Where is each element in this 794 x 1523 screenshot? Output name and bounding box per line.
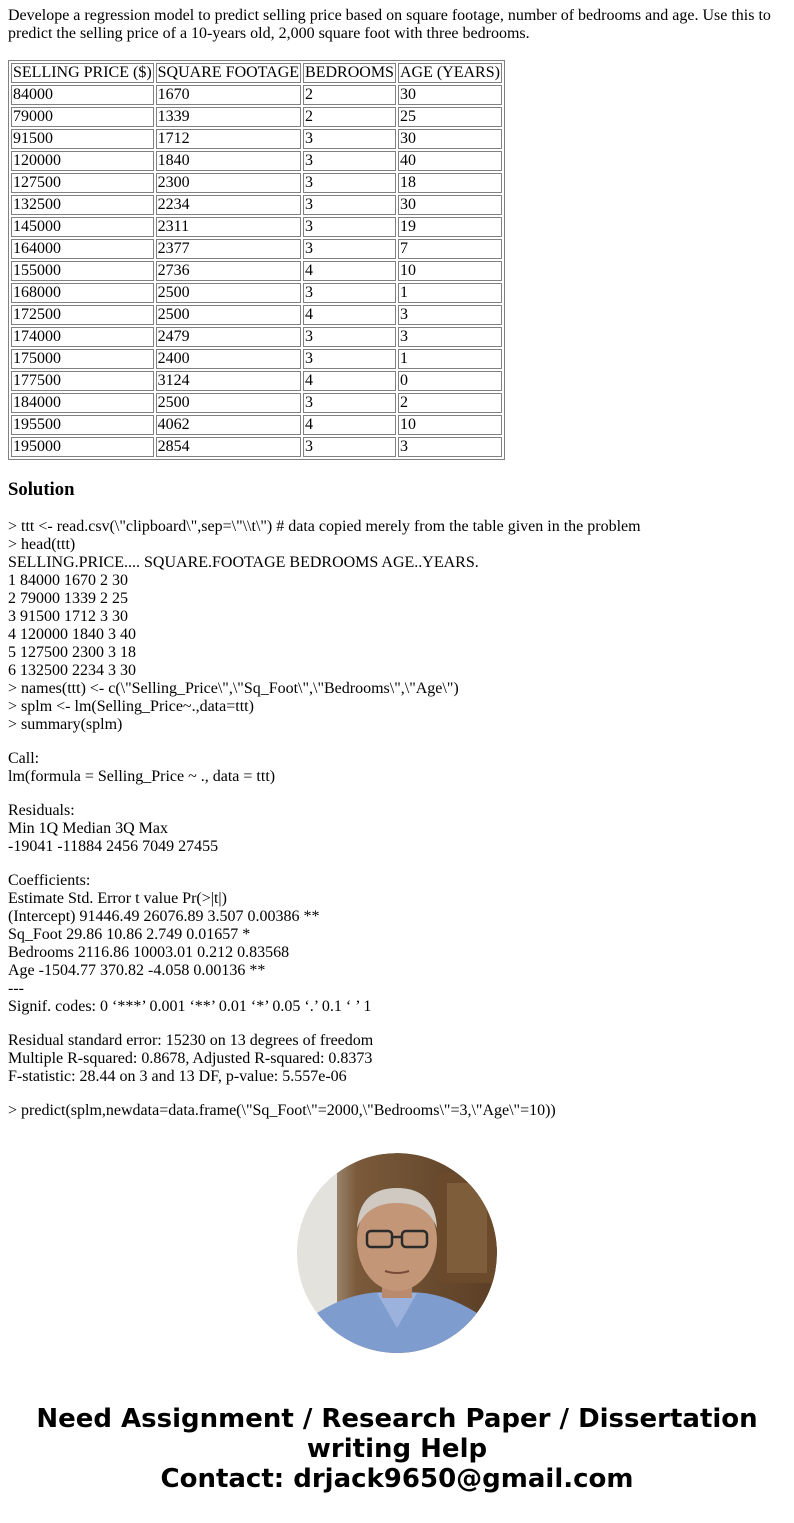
table-cell: 84000 bbox=[11, 85, 154, 105]
table-cell: 30 bbox=[398, 195, 502, 215]
console-line: F-statistic: 28.44 on 3 and 13 DF, p-value: 5.557e-06 bbox=[8, 1068, 347, 1085]
table-row bbox=[11, 283, 502, 303]
table-cell: 25 bbox=[398, 107, 502, 127]
table-row bbox=[11, 129, 502, 149]
table-cell: 3 bbox=[303, 151, 396, 171]
table-cell: 145000 bbox=[11, 217, 154, 237]
table-cell: 132500 bbox=[11, 195, 154, 215]
table-row bbox=[11, 349, 502, 369]
console-line: Residual standard error: 15230 on 13 degrees of freedom bbox=[8, 1032, 374, 1049]
table-cell: 2500 bbox=[156, 283, 301, 303]
console-line: lm(formula = Selling_Price ~ ., data = ttt) bbox=[8, 768, 276, 785]
console-line: Residuals: bbox=[8, 802, 75, 819]
table-cell: 3 bbox=[303, 437, 396, 457]
r-console-output bbox=[8, 518, 786, 1120]
table-cell: 4062 bbox=[156, 415, 301, 435]
table-cell: 2 bbox=[398, 393, 502, 413]
table-cell: 168000 bbox=[11, 283, 154, 303]
console-line: > predict(splm,newdata=data.frame(\"Sq_Foot\"=2000,\"Bedrooms\"=3,\"Age\"=10)) bbox=[8, 1102, 556, 1119]
table-cell: 3 bbox=[303, 239, 396, 259]
table-cell: 91500 bbox=[11, 129, 154, 149]
table-cell: 184000 bbox=[11, 393, 154, 413]
console-line: Signif. codes: 0 ‘***’ 0.001 ‘**’ 0.01 ‘*’ 0.05 ‘.’ 0.1 ‘ ’ 1 bbox=[8, 998, 372, 1015]
table-cell: 195500 bbox=[11, 415, 154, 435]
table-header-row bbox=[11, 63, 502, 83]
blank-line bbox=[8, 856, 786, 872]
table-cell: 2300 bbox=[156, 173, 301, 193]
table-cell: 30 bbox=[398, 129, 502, 149]
table-row bbox=[11, 393, 502, 413]
table-row bbox=[11, 371, 502, 391]
console-line: > summary(splm) bbox=[8, 716, 123, 733]
table-cell: 3 bbox=[398, 437, 502, 457]
table-cell: 127500 bbox=[11, 173, 154, 193]
console-line: 1 84000 1670 2 30 bbox=[8, 572, 128, 589]
promo-line-2: writing Help bbox=[306, 1434, 488, 1464]
table-cell: 4 bbox=[303, 261, 396, 281]
table-cell: 177500 bbox=[11, 371, 154, 391]
table-cell: 7 bbox=[398, 239, 502, 259]
console-line: Call: bbox=[8, 750, 40, 767]
table-row bbox=[11, 195, 502, 215]
table-row bbox=[11, 85, 502, 105]
console-line: (Intercept) 91446.49 26076.89 3.507 0.00386 ** bbox=[8, 908, 320, 925]
console-line: Age -1504.77 370.82 -4.058 0.00136 ** bbox=[8, 962, 266, 979]
promo-banner bbox=[0, 1404, 794, 1494]
header-square-footage: SQUARE FOOTAGE bbox=[157, 64, 300, 81]
table-row bbox=[11, 437, 502, 457]
console-line: > names(ttt) <- c(\"Selling_Price\",\"Sq_Foot\",\"Bedrooms\",\"Age\") bbox=[8, 680, 459, 697]
table-cell: 2 bbox=[303, 85, 396, 105]
table-cell: 120000 bbox=[11, 151, 154, 171]
console-line: -19041 -11884 2456 7049 27455 bbox=[8, 838, 219, 855]
table-cell: 2479 bbox=[156, 327, 301, 347]
console-line: 6 132500 2234 3 30 bbox=[8, 662, 136, 679]
table-cell: 10 bbox=[398, 261, 502, 281]
table-cell: 3 bbox=[303, 195, 396, 215]
table-cell: 195000 bbox=[11, 437, 154, 457]
table-cell: 3 bbox=[398, 305, 502, 325]
console-line: Estimate Std. Error t value Pr(>|t|) bbox=[8, 890, 227, 907]
table-row bbox=[11, 415, 502, 435]
console-line: 4 120000 1840 3 40 bbox=[8, 626, 136, 643]
table-cell: 2854 bbox=[156, 437, 301, 457]
table-cell: 3 bbox=[303, 217, 396, 237]
blank-line bbox=[8, 786, 786, 802]
console-line: > ttt <- read.csv(\"clipboard\",sep=\"\\t\") # data copied merely from the table given in the problem bbox=[8, 518, 641, 535]
table-cell: 3 bbox=[303, 283, 396, 303]
table-cell: 174000 bbox=[11, 327, 154, 347]
console-line: Multiple R-squared: 0.8678, Adjusted R-squared: 0.8373 bbox=[8, 1050, 373, 1067]
solution-heading: Solution bbox=[8, 479, 75, 500]
table-row bbox=[11, 173, 502, 193]
blank-line bbox=[8, 734, 786, 750]
table-cell: 1670 bbox=[156, 85, 301, 105]
table-row bbox=[11, 305, 502, 325]
blank-line bbox=[8, 1086, 786, 1102]
question-text: Develope a regression model to predict selling price based on square footage, number of bedrooms and age. Use this to predict the selling price of a 10-years old, 2,000 square foot with three bedrooms. bbox=[8, 7, 771, 42]
console-line: 3 91500 1712 3 30 bbox=[8, 608, 128, 625]
table-cell: 4 bbox=[303, 415, 396, 435]
table-cell: 1339 bbox=[156, 107, 301, 127]
table-cell: 79000 bbox=[11, 107, 154, 127]
table-row bbox=[11, 239, 502, 259]
table-cell: 4 bbox=[303, 371, 396, 391]
console-line: 5 127500 2300 3 18 bbox=[8, 644, 136, 661]
table-cell: 2234 bbox=[156, 195, 301, 215]
table-cell: 2500 bbox=[156, 305, 301, 325]
table-cell: 3 bbox=[303, 327, 396, 347]
header-bedrooms: BEDROOMS bbox=[305, 64, 394, 81]
table-row bbox=[11, 327, 502, 347]
table-cell: 1 bbox=[398, 283, 502, 303]
promo-contact: Contact: drjack9650@gmail.com bbox=[160, 1464, 634, 1494]
table-cell: 3 bbox=[303, 173, 396, 193]
table-cell: 30 bbox=[398, 85, 502, 105]
table-cell: 2377 bbox=[156, 239, 301, 259]
table-cell: 164000 bbox=[11, 239, 154, 259]
table-cell: 19 bbox=[398, 217, 502, 237]
table-body bbox=[11, 85, 502, 457]
console-line: --- bbox=[8, 980, 24, 997]
table-cell: 4 bbox=[303, 305, 396, 325]
header-selling-price: SELLING PRICE ($) bbox=[13, 64, 152, 81]
table-cell: 3 bbox=[398, 327, 502, 347]
table-cell: 2 bbox=[303, 107, 396, 127]
portrait-image bbox=[297, 1153, 497, 1353]
table-cell: 0 bbox=[398, 371, 502, 391]
table-row bbox=[11, 261, 502, 281]
author-photo bbox=[297, 1153, 497, 1353]
table-cell: 2500 bbox=[156, 393, 301, 413]
table-cell: 40 bbox=[398, 151, 502, 171]
table-cell: 2400 bbox=[156, 349, 301, 369]
table-cell: 3124 bbox=[156, 371, 301, 391]
console-line: Sq_Foot 29.86 10.86 2.749 0.01657 * bbox=[8, 926, 251, 943]
table-cell: 175000 bbox=[11, 349, 154, 369]
header-age: AGE (YEARS) bbox=[399, 64, 500, 81]
table-cell: 3 bbox=[303, 349, 396, 369]
table-cell: 10 bbox=[398, 415, 502, 435]
console-line: Coefficients: bbox=[8, 872, 91, 889]
table-cell: 3 bbox=[303, 393, 396, 413]
table-cell: 1840 bbox=[156, 151, 301, 171]
promo-line-1: Need Assignment / Research Paper / Dissertation bbox=[36, 1404, 758, 1434]
data-table bbox=[8, 60, 505, 460]
table-cell: 172500 bbox=[11, 305, 154, 325]
console-line: > splm <- lm(Selling_Price~.,data=ttt) bbox=[8, 698, 254, 715]
table-cell: 2736 bbox=[156, 261, 301, 281]
table-cell: 3 bbox=[303, 129, 396, 149]
table-cell: 155000 bbox=[11, 261, 154, 281]
table-cell: 1712 bbox=[156, 129, 301, 149]
table-row bbox=[11, 217, 502, 237]
table-row bbox=[11, 107, 502, 127]
console-line: Bedrooms 2116.86 10003.01 0.212 0.83568 bbox=[8, 944, 290, 961]
document bbox=[8, 7, 786, 1119]
table-cell: 1 bbox=[398, 349, 502, 369]
console-line: > head(ttt) bbox=[8, 536, 76, 553]
blank-line bbox=[8, 1016, 786, 1032]
table-cell: 18 bbox=[398, 173, 502, 193]
table-row bbox=[11, 151, 502, 171]
console-line: SELLING.PRICE.... SQUARE.FOOTAGE BEDROOMS AGE..YEARS. bbox=[8, 554, 479, 571]
table-cell: 2311 bbox=[156, 217, 301, 237]
console-line: 2 79000 1339 2 25 bbox=[8, 590, 128, 607]
console-line: Min 1Q Median 3Q Max bbox=[8, 820, 168, 837]
